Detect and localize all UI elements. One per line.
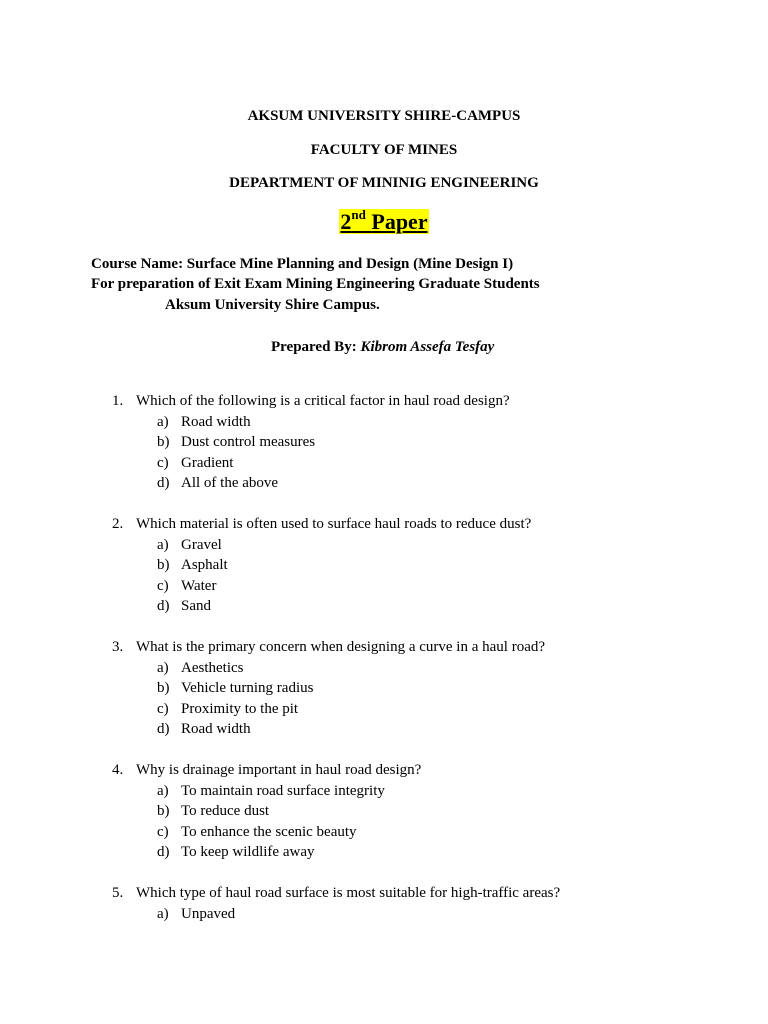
paper-number: 2 <box>340 209 352 234</box>
option-letter: c) <box>157 577 169 594</box>
option-letter: b) <box>157 680 170 697</box>
question-text: Which type of haul road surface is most suitable for high-traffic areas? <box>136 885 561 901</box>
question-number: 5. <box>112 885 124 901</box>
paper-highlight <box>339 209 428 234</box>
option-letter: a) <box>157 659 169 676</box>
option-text: To keep wildlife away <box>181 844 315 861</box>
question-number: 3. <box>112 639 124 655</box>
author-name: Kibrom Assefa Tesfay <box>360 339 495 355</box>
faculty-title: FACULTY OF MINES <box>310 142 458 158</box>
option-text: Sand <box>181 598 211 615</box>
option-letter: d) <box>157 598 170 615</box>
question-text: What is the primary concern when designing a curve in a haul road? <box>136 639 546 655</box>
paper-suffix: nd <box>351 207 366 222</box>
prepared-by <box>271 339 494 356</box>
option-letter: c) <box>157 454 169 471</box>
question-number: 4. <box>112 762 124 778</box>
option-text: Aesthetics <box>181 659 244 676</box>
question-text: Which of the following is a critical factor in haul road design? <box>136 393 510 409</box>
option-letter: a) <box>157 905 169 922</box>
department-title: DEPARTMENT OF MININIG ENGINEERING <box>229 175 539 191</box>
option-text: Unpaved <box>181 905 236 922</box>
prepared-label: Prepared By: <box>271 339 357 355</box>
option-letter: a) <box>157 413 169 430</box>
option-letter: a) <box>157 782 169 799</box>
option-text: To maintain road surface integrity <box>181 782 385 799</box>
option-letter: d) <box>157 475 170 492</box>
option-text: Road width <box>181 413 251 430</box>
option-text: Gravel <box>181 536 222 553</box>
option-text: Vehicle turning radius <box>181 680 314 697</box>
option-text: To enhance the scenic beauty <box>181 823 357 840</box>
option-text: Water <box>181 577 217 594</box>
option-letter: a) <box>157 536 169 553</box>
option-text: Gradient <box>181 454 234 471</box>
option-text: Dust control measures <box>181 434 316 451</box>
paper-word: Paper <box>371 209 428 234</box>
question-text: Why is drainage important in haul road design? <box>136 762 422 778</box>
option-letter: b) <box>157 434 170 451</box>
question-number: 2. <box>112 516 124 532</box>
option-text: All of the above <box>181 475 279 492</box>
option-text: Proximity to the pit <box>181 700 299 717</box>
option-text: Road width <box>181 721 251 738</box>
option-letter: d) <box>157 844 170 861</box>
course-purpose-line: For preparation of Exit Exam Mining Engineering Graduate Students <box>91 276 540 292</box>
paper-title <box>0 209 768 235</box>
course-name-line: Course Name: Surface Mine Planning and Design (Mine Design I) <box>91 256 514 272</box>
option-text: To reduce dust <box>181 803 270 820</box>
option-letter: c) <box>157 700 169 717</box>
question-number: 1. <box>112 393 124 409</box>
option-text: Asphalt <box>181 557 228 574</box>
option-letter: b) <box>157 557 170 574</box>
course-campus-line: Aksum University Shire Campus. <box>165 297 380 313</box>
option-letter: c) <box>157 823 169 840</box>
university-title: AKSUM UNIVERSITY SHIRE-CAMPUS <box>247 108 521 124</box>
question-text: Which material is often used to surface haul roads to reduce dust? <box>136 516 532 532</box>
option-letter: d) <box>157 721 170 738</box>
option-letter: b) <box>157 803 170 820</box>
